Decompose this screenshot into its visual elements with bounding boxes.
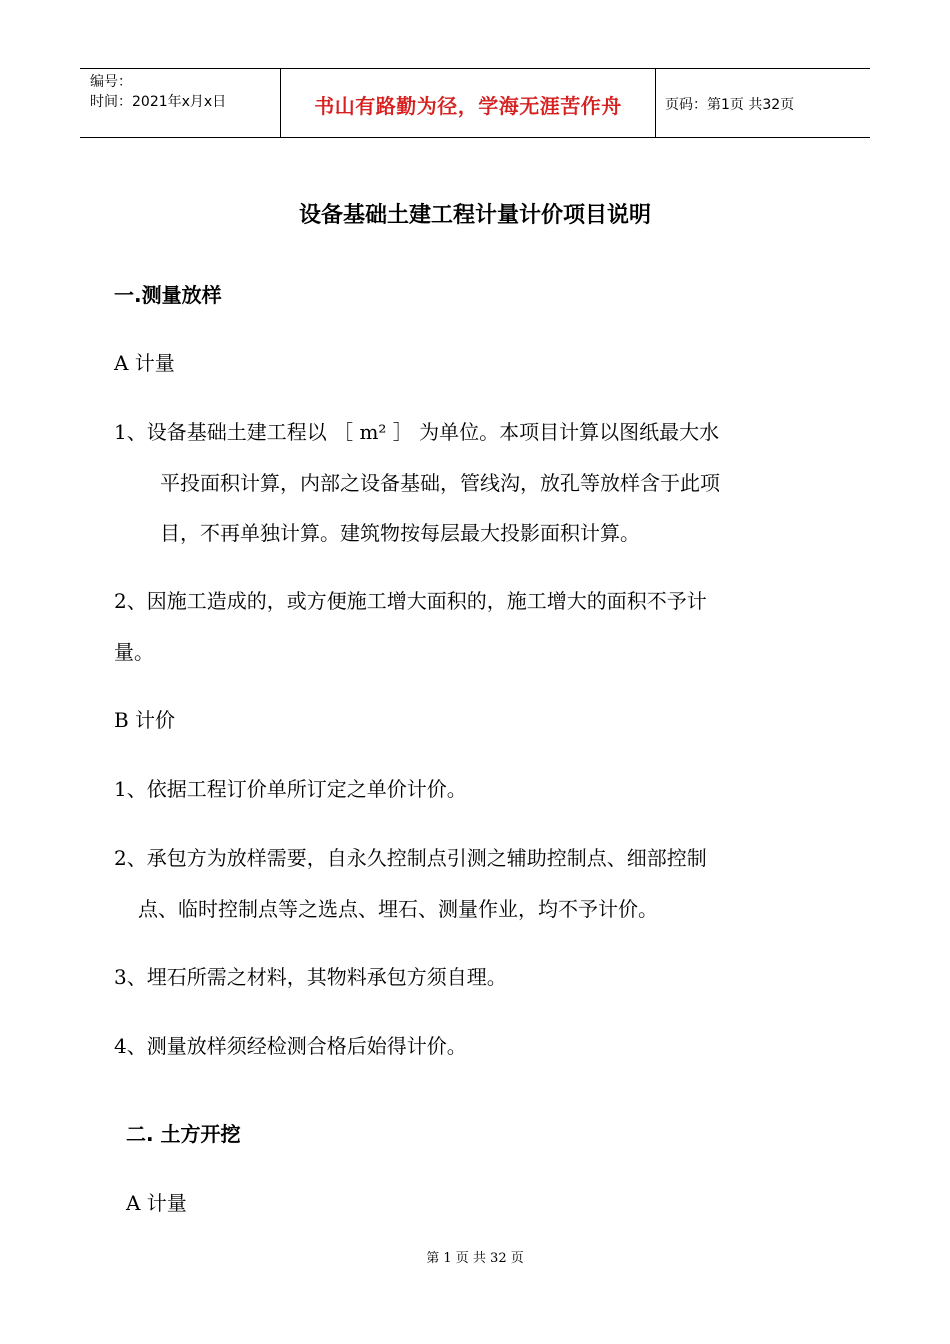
page-footer: 第 1 页 共 32 页: [426, 1251, 524, 1266]
header-meta-cell: [80, 69, 280, 137]
document-title: 设备基础土建工程计量计价项目说明: [298, 203, 651, 228]
time-label: 时间：2021年x月x日: [90, 94, 227, 110]
section2-a-label: A 计量: [126, 1191, 187, 1215]
section1-b3: 3、埋石所需之材料，其物料承包方须自理。: [114, 965, 507, 989]
section1-b4: 4、测量放样须经检测合格后始得计价。: [114, 1034, 467, 1058]
section1-a1-line3: 目，不再单独计算。建筑物按每层最大投影面积计算。: [160, 521, 640, 545]
section1-a1-line1: 1、设备基础土建工程以 ［ m² ］ 为单位。本项目计算以图纸最大水: [114, 420, 720, 444]
page-info: 页码：第1页 共32页: [665, 97, 795, 113]
motto-text: 书山有路勤为径，学海无涯苦作舟: [314, 94, 622, 118]
header-page-cell: [655, 69, 870, 137]
section1-b2-line1: 2、承包方为放样需要，自永久控制点引测之辅助控制点、细部控制: [114, 846, 707, 870]
section1-b1: 1、依据工程订价单所订定之单价计价。: [114, 777, 467, 801]
section1-a2-line2: 量。: [114, 640, 154, 664]
section1-a1-line2: 平投面积计算，内部之设备基础，管线沟，放孔等放样含于此项: [160, 471, 720, 495]
section2-heading: 二. 土方开挖: [126, 1122, 241, 1146]
section1-heading: 一.测量放样: [114, 283, 222, 307]
section1-a-label: A 计量: [114, 351, 175, 375]
header-table: [80, 68, 870, 138]
section1-b-label: B 计价: [114, 708, 176, 732]
section1-a2-line1: 2、因施工造成的，或方便施工增大面积的，施工增大的面积不予计: [114, 589, 707, 613]
section1-b2-line2: 点、临时控制点等之选点、埋石、测量作业，均不予计价。: [138, 897, 658, 921]
code-label: 编号：: [90, 74, 132, 90]
header-motto-cell: [280, 69, 656, 137]
